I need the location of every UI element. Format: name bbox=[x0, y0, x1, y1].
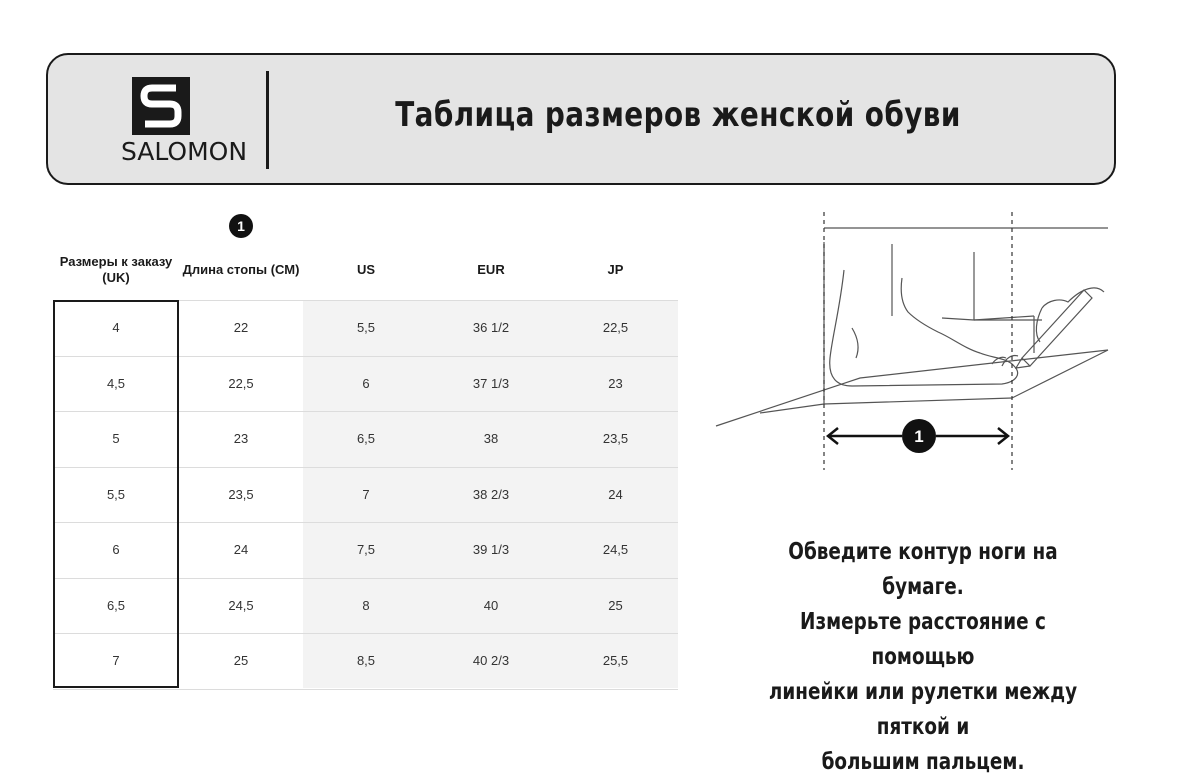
illustration-marker: 1 bbox=[914, 427, 924, 446]
table-cell-foot-length: 24,5 bbox=[228, 598, 254, 613]
instructions-text bbox=[759, 535, 1087, 780]
column-header-eur: EUR bbox=[477, 262, 505, 277]
table-cell-foot-length: 24 bbox=[233, 542, 249, 557]
table-cell-jp: 24 bbox=[608, 487, 623, 502]
table-cell-jp: 25,5 bbox=[602, 653, 629, 668]
instructions-line: линейки или рулетки между пяткой и bbox=[768, 679, 1078, 740]
table-cell-foot-length: 22 bbox=[233, 320, 249, 335]
table-cell-eur: 38 bbox=[483, 431, 499, 446]
table-cell-foot-length: 23,5 bbox=[228, 487, 254, 502]
uk-size-column-highlight bbox=[53, 300, 179, 688]
table-cell-eur: 40 bbox=[483, 598, 499, 613]
table-cell-us: 8 bbox=[362, 598, 370, 613]
table-cell-foot-length: 25 bbox=[233, 653, 249, 668]
instructions-line: Обведите контур ноги на бумаге. bbox=[788, 539, 1058, 600]
table-cell-uk: 5,5 bbox=[106, 487, 126, 502]
instructions-line: Измерьте расстояние с помощью bbox=[800, 609, 1046, 670]
table-cell-uk: 7 bbox=[112, 653, 120, 668]
header-divider bbox=[266, 71, 269, 169]
table-cell-uk: 5 bbox=[112, 431, 120, 446]
table-cell-eur: 36 1/2 bbox=[472, 320, 510, 335]
brand-wordmark: SALOMON bbox=[120, 137, 248, 166]
table-cell-jp: 23,5 bbox=[602, 431, 629, 446]
table-cell-eur: 40 2/3 bbox=[472, 653, 510, 668]
table-cell-uk: 4,5 bbox=[106, 376, 126, 391]
table-cell-us: 7,5 bbox=[356, 542, 376, 557]
table-row-divider bbox=[53, 689, 678, 690]
column-header-uk: Размеры к заказу (UK) bbox=[59, 254, 173, 285]
table-cell-uk: 6,5 bbox=[106, 598, 126, 613]
table-cell-eur: 38 2/3 bbox=[472, 487, 510, 502]
table-cell-foot-length: 23 bbox=[233, 431, 249, 446]
page-title: Таблица размеров женской обуви bbox=[395, 95, 961, 135]
foot-measure-illustration bbox=[712, 208, 1112, 478]
table-cell-jp: 22,5 bbox=[602, 320, 629, 335]
table-cell-us: 6 bbox=[362, 376, 370, 391]
table-cell-jp: 23 bbox=[608, 376, 623, 391]
header-banner bbox=[46, 53, 1116, 185]
column-header-jp: JP bbox=[607, 262, 624, 277]
table-cell-us: 5,5 bbox=[356, 320, 376, 335]
foot-length-marker: 1 bbox=[229, 214, 253, 238]
table-cell-foot-length: 22,5 bbox=[228, 376, 254, 391]
column-header-foot-length: Длина стопы (СМ) bbox=[182, 262, 300, 277]
table-cell-uk: 4 bbox=[112, 320, 120, 335]
table-cell-jp: 25 bbox=[608, 598, 623, 613]
table-cell-eur: 37 1/3 bbox=[472, 376, 510, 391]
table-cell-jp: 24,5 bbox=[602, 542, 629, 557]
table-cell-us: 6,5 bbox=[356, 431, 376, 446]
column-header-us: US bbox=[356, 262, 376, 277]
instructions-line: большим пальцем. bbox=[821, 749, 1025, 775]
salomon-logo-icon bbox=[132, 77, 190, 135]
table-cell-us: 8,5 bbox=[356, 653, 376, 668]
table-cell-eur: 39 1/3 bbox=[472, 542, 510, 557]
table-cell-uk: 6 bbox=[112, 542, 120, 557]
table-cell-us: 7 bbox=[362, 487, 370, 502]
